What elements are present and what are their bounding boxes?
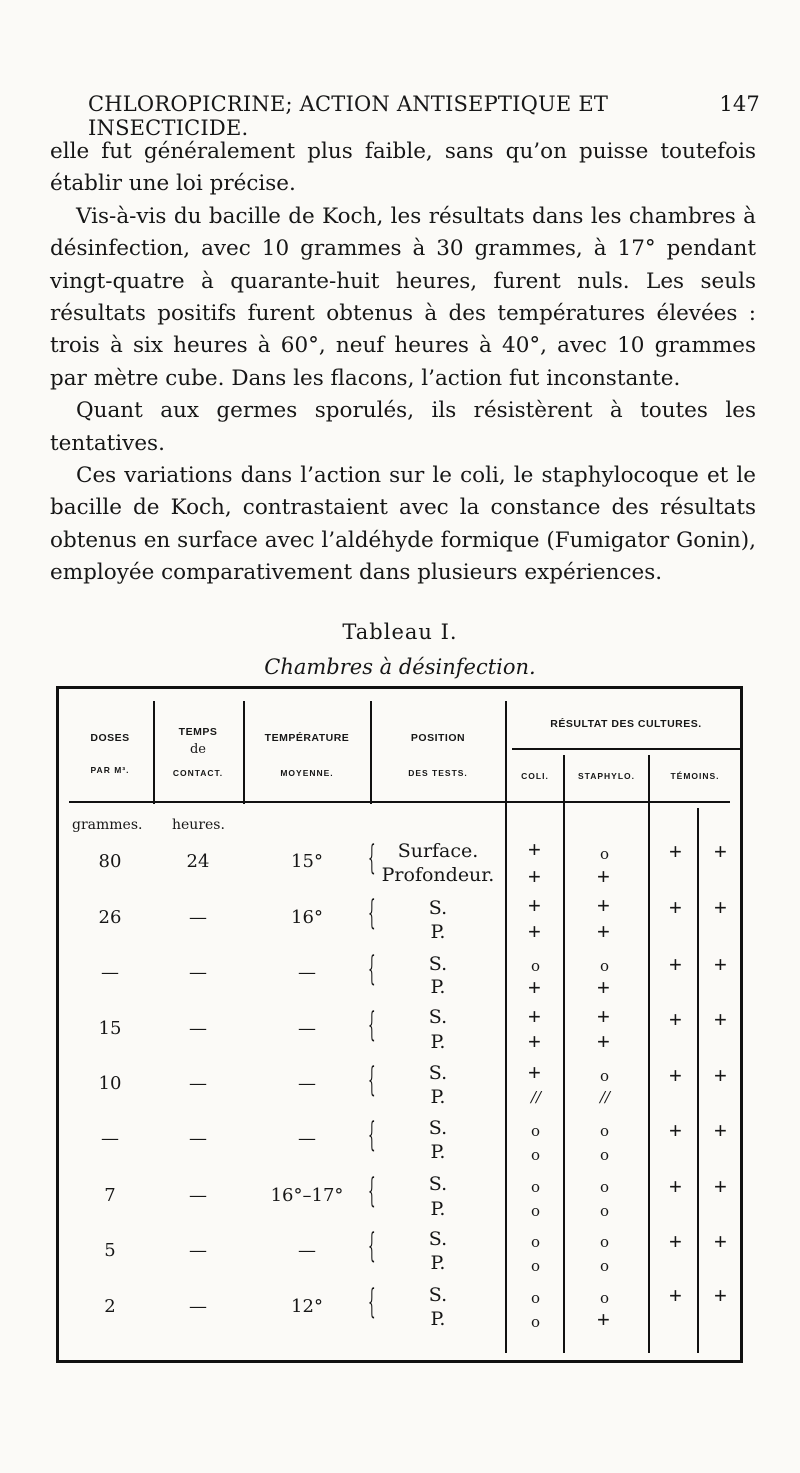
cell-position: S. [428,1006,448,1028]
column-rule [505,701,507,1353]
brace-glyph: { [368,1171,376,1211]
plus-mark: + [528,837,541,862]
header-temps-de: de [189,742,206,757]
cell-position: P. [430,1086,446,1108]
zero-mark: o [531,1289,541,1307]
unit-doses: grammes. [72,817,143,833]
zero-mark: o [600,1289,610,1307]
running-title: CHLOROPICRINE; ACTION ANTISEPTIQUE ET INSECTICIDE. [88,92,609,140]
cell-dose: — [101,962,119,983]
header-doses: DOSES [90,732,130,744]
plus-mark: + [669,1118,682,1143]
table-title: Tableau I. [342,620,458,644]
plus-mark: + [528,975,541,1000]
brace-glyph: { [368,1060,376,1100]
brace-glyph: { [368,949,376,989]
cell-temps: — [189,1073,207,1094]
table-subtitle: Chambres à désinfection. [264,655,536,679]
plus-mark: + [528,1029,541,1054]
plus-mark: + [528,1004,541,1029]
cell-position: S. [428,1117,448,1139]
plus-mark: + [597,975,610,1000]
header-temperature-sub: MOYENNE. [280,768,334,778]
cell-position: P. [430,976,446,998]
plus-mark: + [597,864,610,889]
paragraph: Ces variations dans l’action sur le coli, le staphylocoque et le bacille de Koch, contrastaient avec la constance des résultats obtenus en surface avec l’aldéhyde formique (Fumigator Gonin), employée comparativement dans plusieurs expériences. [50,463,756,586]
plus-mark: + [669,1174,682,1199]
plus-mark: + [528,864,541,889]
header-resultat: RÉSULTAT DES CULTURES. [550,718,702,730]
cell-temp: — [298,1128,316,1149]
header-temperature: TEMPÉRATURE [264,732,350,744]
cell-position: P. [430,1031,446,1053]
plus-mark: + [597,893,610,918]
zero-mark: o [531,1257,541,1275]
header-coli: COLI. [521,771,549,781]
cell-position: S. [428,1062,448,1084]
plus-mark: + [669,1229,682,1254]
cell-position: P. [430,1252,446,1274]
plus-mark: + [528,893,541,918]
zero-mark: o [600,1257,610,1275]
cell-temps: — [189,907,207,928]
cell-position: P. [430,921,446,943]
cell-position: S. [428,1173,448,1195]
body-text [50,136,756,590]
cell-position: Surface. [397,840,479,862]
cell-temp: 16°–17° [270,1185,344,1206]
ditto-mark: // [531,1088,542,1106]
cell-temps: — [189,962,207,983]
plus-mark: + [714,1063,727,1088]
cell-position: P. [430,1308,446,1330]
cell-dose: — [101,1128,119,1149]
cell-position: S. [428,1284,448,1306]
column-rule [563,755,565,1353]
plus-mark: + [528,1060,541,1085]
plus-mark: + [714,1118,727,1143]
cell-temp: — [298,1073,316,1094]
zero-mark: o [531,1202,541,1220]
brace-glyph: { [368,1005,376,1045]
column-rule [153,701,155,804]
plus-mark: + [714,1229,727,1254]
zero-mark: o [600,1178,610,1196]
brace-glyph: { [368,838,376,878]
cell-temp: 15° [291,851,323,872]
plus-mark: + [597,1029,610,1054]
zero-mark: o [531,1146,541,1164]
cell-temp: — [298,962,316,983]
plus-mark: + [597,919,610,944]
unit-temps: heures. [172,817,225,833]
zero-mark: o [600,845,610,863]
header-staphylo: STAPHYLO. [577,771,635,781]
paragraph: elle fut généralement plus faible, sans qu’on puisse toutefois établir une loi précise. [50,139,756,197]
cell-dose: 15 [98,1018,122,1039]
column-rule [648,755,650,1353]
plus-mark: + [669,952,682,977]
cell-temp: 12° [291,1296,323,1317]
cell-temps: — [189,1240,207,1261]
zero-mark: o [531,1313,541,1331]
zero-mark: o [600,957,610,975]
ditto-mark: // [600,1088,611,1106]
cell-position: P. [430,1198,446,1220]
cell-temp: — [298,1018,316,1039]
header-temoins: TÉMOINS. [670,771,720,781]
page-number: 147 [719,92,760,116]
header-rule [69,801,730,803]
cell-temp: 16° [291,907,323,928]
cell-temp: — [298,1240,316,1261]
header-doses-sub: PAR M³. [90,765,130,775]
cell-dose: 10 [98,1073,122,1094]
zero-mark: o [531,957,541,975]
plus-mark: + [714,1174,727,1199]
cell-dose: 5 [104,1240,116,1261]
header-temps: TEMPS [178,726,218,738]
cell-position: S. [428,1228,448,1250]
brace-glyph: { [368,1115,376,1155]
zero-mark: o [531,1178,541,1196]
zero-mark: o [600,1233,610,1251]
brace-glyph: { [368,893,376,933]
zero-mark: o [531,1122,541,1140]
zero-mark: o [600,1122,610,1140]
plus-mark: + [597,1307,610,1332]
cell-position: S. [428,897,448,919]
zero-mark: o [600,1067,610,1085]
cell-dose: 80 [98,851,122,872]
column-rule [697,808,699,1353]
plus-mark: + [597,1004,610,1029]
plus-mark: + [714,1007,727,1032]
cell-temps: — [189,1018,207,1039]
plus-mark: + [669,1063,682,1088]
cell-position: P. [430,1141,446,1163]
header-temps-sub: CONTACT. [172,768,224,778]
cell-temps: 24 [186,851,210,872]
plus-mark: + [669,895,682,920]
column-rule [370,701,372,804]
cell-dose: 2 [104,1296,116,1317]
plus-mark: + [669,1007,682,1032]
cell-temps: — [189,1128,207,1149]
cell-temps: — [189,1185,207,1206]
cell-dose: 7 [104,1185,116,1206]
brace-glyph: { [368,1226,376,1266]
cell-position: S. [428,953,448,975]
paragraph: Quant aux germes sporulés, ils résistèrent à toutes les tentatives. [50,398,756,456]
paragraph: Vis-à-vis du bacille de Koch, les résultats dans les chambres à désinfection, avec 10 grammes à 30 grammes, à 17° pendant vingt-quatre à quarante-huit heures, furent nuls. Les seuls résultats positifs furent obtenus à des températures élevées : trois à six heures à 60°, neuf heures à 40°, avec 10 grammes par mètre cube. Dans les flacons, l’action fut inconstante. [50,203,756,391]
header-position-sub: DES TESTS. [408,768,468,778]
running-header [88,92,760,140]
zero-mark: o [531,1233,541,1251]
zero-mark: o [600,1202,610,1220]
plus-mark: + [714,895,727,920]
header-rule [512,748,740,750]
cell-temps: — [189,1296,207,1317]
plus-mark: + [714,1283,727,1308]
zero-mark: o [600,1146,610,1164]
plus-mark: + [714,952,727,977]
column-rule [243,701,245,804]
cell-position: Profondeur. [381,864,495,886]
plus-mark: + [669,1283,682,1308]
brace-glyph: { [368,1282,376,1322]
plus-mark: + [669,839,682,864]
cell-dose: 26 [98,907,122,928]
header-position: POSITION [410,732,466,744]
plus-mark: + [714,839,727,864]
plus-mark: + [528,919,541,944]
